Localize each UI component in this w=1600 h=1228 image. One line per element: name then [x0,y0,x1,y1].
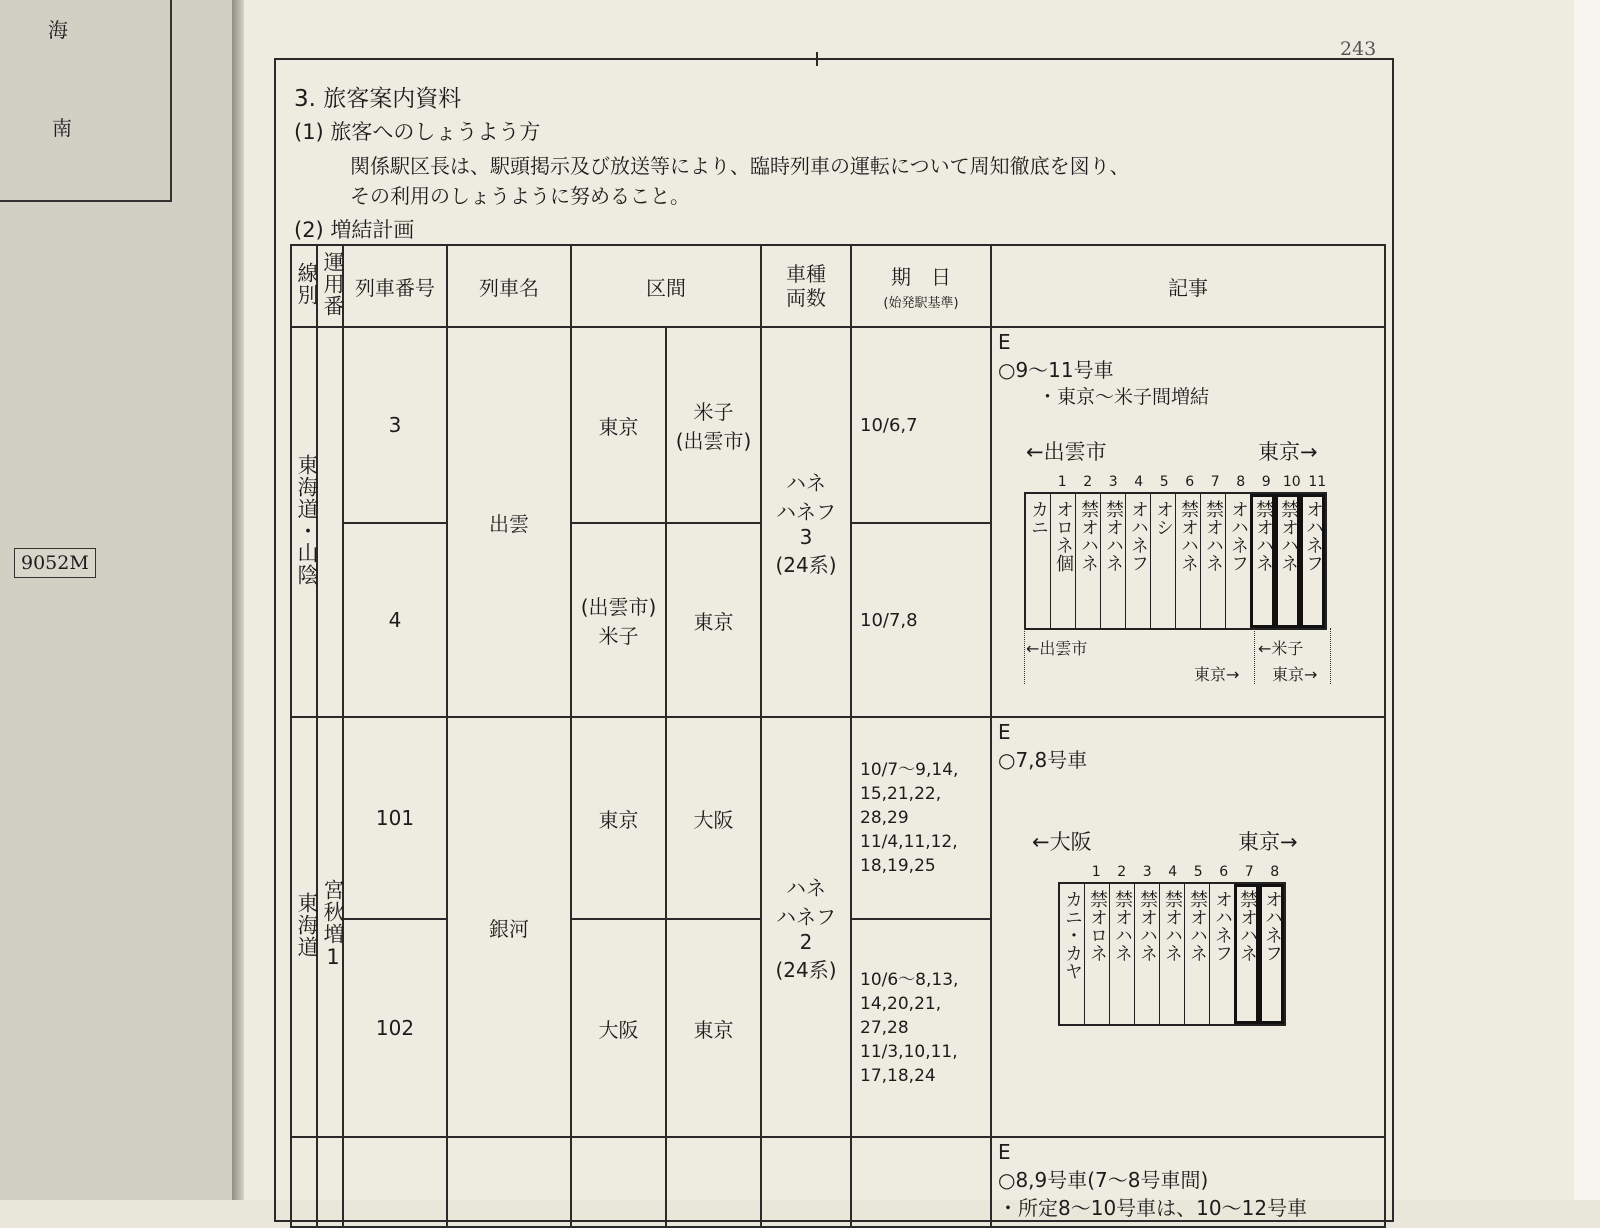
added-car: オハネフ [1259,884,1284,1024]
car-type-cell: ハネ ハネフ 2 (24系) [761,717,851,1137]
car: カニ・カヤ [1062,890,1083,980]
table-row [291,1137,1385,1227]
train-formation [1024,492,1327,630]
train-no-cell: 4 [343,523,447,717]
remark-line: ・所定8～10号車は、10～12号車 [998,1196,1308,1220]
to-cell: 東京 [666,919,761,1137]
train-formation [1058,882,1286,1026]
header-line: 線別 [291,245,317,327]
header-train-name: 列車名 [447,245,571,327]
car: 禁オハネ [1200,494,1225,628]
remark-line: ○7,8号車 [998,748,1088,772]
from-cell: 東京 [571,717,666,919]
split-label: ←米子 [1258,639,1304,658]
divider [1024,628,1025,684]
left-page-box [0,0,172,202]
car: オハネフ [1225,494,1250,628]
car: オシ [1150,494,1175,628]
car: 禁オハネ [1109,884,1134,1024]
direction-left: ←出雲市 [1026,440,1107,464]
table-row [291,717,1385,919]
header-op: 運用番 [317,245,343,327]
from-cell: 東京 [571,327,666,523]
line-cell: 東海道・山陰 [291,327,317,717]
remark-head: E [998,720,1011,744]
paragraph-line: 関係駅区長は、駅頭掲示及び放送等により、臨時列車の運転について周知徹底を図り、 [350,154,1130,178]
date-cell: 10/7,8 [851,523,991,717]
added-car: 禁オハネ [1234,884,1259,1024]
divider [1330,628,1331,684]
car: 禁オハネ [1134,884,1159,1024]
direction-right: 東京→ [1238,830,1298,854]
added-car: オハネフ [1300,494,1325,628]
remarks-cell [991,327,1385,717]
divider [1254,628,1255,684]
train-name-cell: 銀河 [447,717,571,1137]
table-row [291,327,1385,523]
train-no-cell: 102 [343,919,447,1137]
date-cell: 10/6,7 [851,327,991,523]
page-edge [1574,0,1600,1200]
page-number: 243 [1340,38,1377,60]
left-page [0,0,232,1200]
split-label: 東京→ [1194,665,1240,684]
left-page-char: 南 [52,116,72,140]
op-cell: 宮秋増1 [317,717,343,1137]
subsection-title: (1) 旅客へのしょうよう方 [294,120,541,144]
added-car: 禁オハネ [1275,494,1300,628]
header-car-type: 車種両数 [761,245,851,327]
coupling-plan-table [290,244,1386,1228]
car: 禁オハネ [1159,884,1184,1024]
car-numbers: 1 2 3 4 5 6 7 8 9 10 11 [1057,474,1327,490]
date-cell: 10/6～8,13, 14,20,21, 27,28 11/3,10,11, 17,18,24 [851,919,991,1137]
car-numbers: 1 2 3 4 5 6 7 8 [1091,864,1280,880]
left-page-char: 海 [48,18,68,42]
car: 禁オハネ [1184,884,1209,1024]
car: 禁オハネ [1175,494,1200,628]
subsection-title: (2) 増結計画 [294,218,415,242]
split-label: 東京→ [1272,665,1318,684]
remark-head: E [998,330,1011,354]
car: オロネ個 [1050,494,1075,628]
header-remarks: 記事 [991,245,1385,327]
to-cell: 東京 [666,523,761,717]
section-title: 3. 旅客案内資料 [294,86,462,112]
header-train-no: 列車番号 [343,245,447,327]
left-page-label: 9052M [14,548,96,578]
paragraph-line: その利用のしょうように努めること。 [350,184,690,208]
car: オハネフ [1209,884,1234,1024]
to-cell: 大阪 [666,717,761,919]
remarks-cell [991,1137,1385,1227]
remarks-cell [991,717,1385,1137]
to-cell: 米子 (出雲市) [666,327,761,523]
book-gutter [232,0,244,1200]
car: オハネフ [1125,494,1150,628]
direction-right: 東京→ [1258,440,1318,464]
remark-line: ・東京～米子間増結 [1038,386,1210,408]
added-car: 禁オハネ [1250,494,1275,628]
from-cell: (出雲市) 米子 [571,523,666,717]
header-section: 区間 [571,245,761,327]
car: 禁オハネ [1075,494,1100,628]
remark-line: ○9～11号車 [998,358,1114,382]
table-header-row [291,245,1385,327]
header-date: 期 日 (始発駅基準) [851,245,991,327]
direction-left: ←大阪 [1032,830,1092,854]
car: 禁オハネ [1100,494,1125,628]
train-no-cell: 3 [343,327,447,523]
split-label: ←出雲市 [1026,639,1088,658]
car-type-cell: ハネ ハネフ 3 (24系) [761,327,851,717]
car: カニ [1028,500,1049,536]
from-cell: 大阪 [571,919,666,1137]
train-name-cell: 出雲 [447,327,571,717]
train-no-cell: 101 [343,717,447,919]
date-cell: 10/7～9,14, 15,21,22, 28,29 11/4,11,12, 18,19,25 [851,717,991,919]
remark-line: ○8,9号車(7～8号車間) [998,1168,1209,1192]
remark-head: E [998,1140,1011,1164]
line-cell: 東海道 [291,717,317,1137]
car: 禁オロネ [1084,884,1109,1024]
